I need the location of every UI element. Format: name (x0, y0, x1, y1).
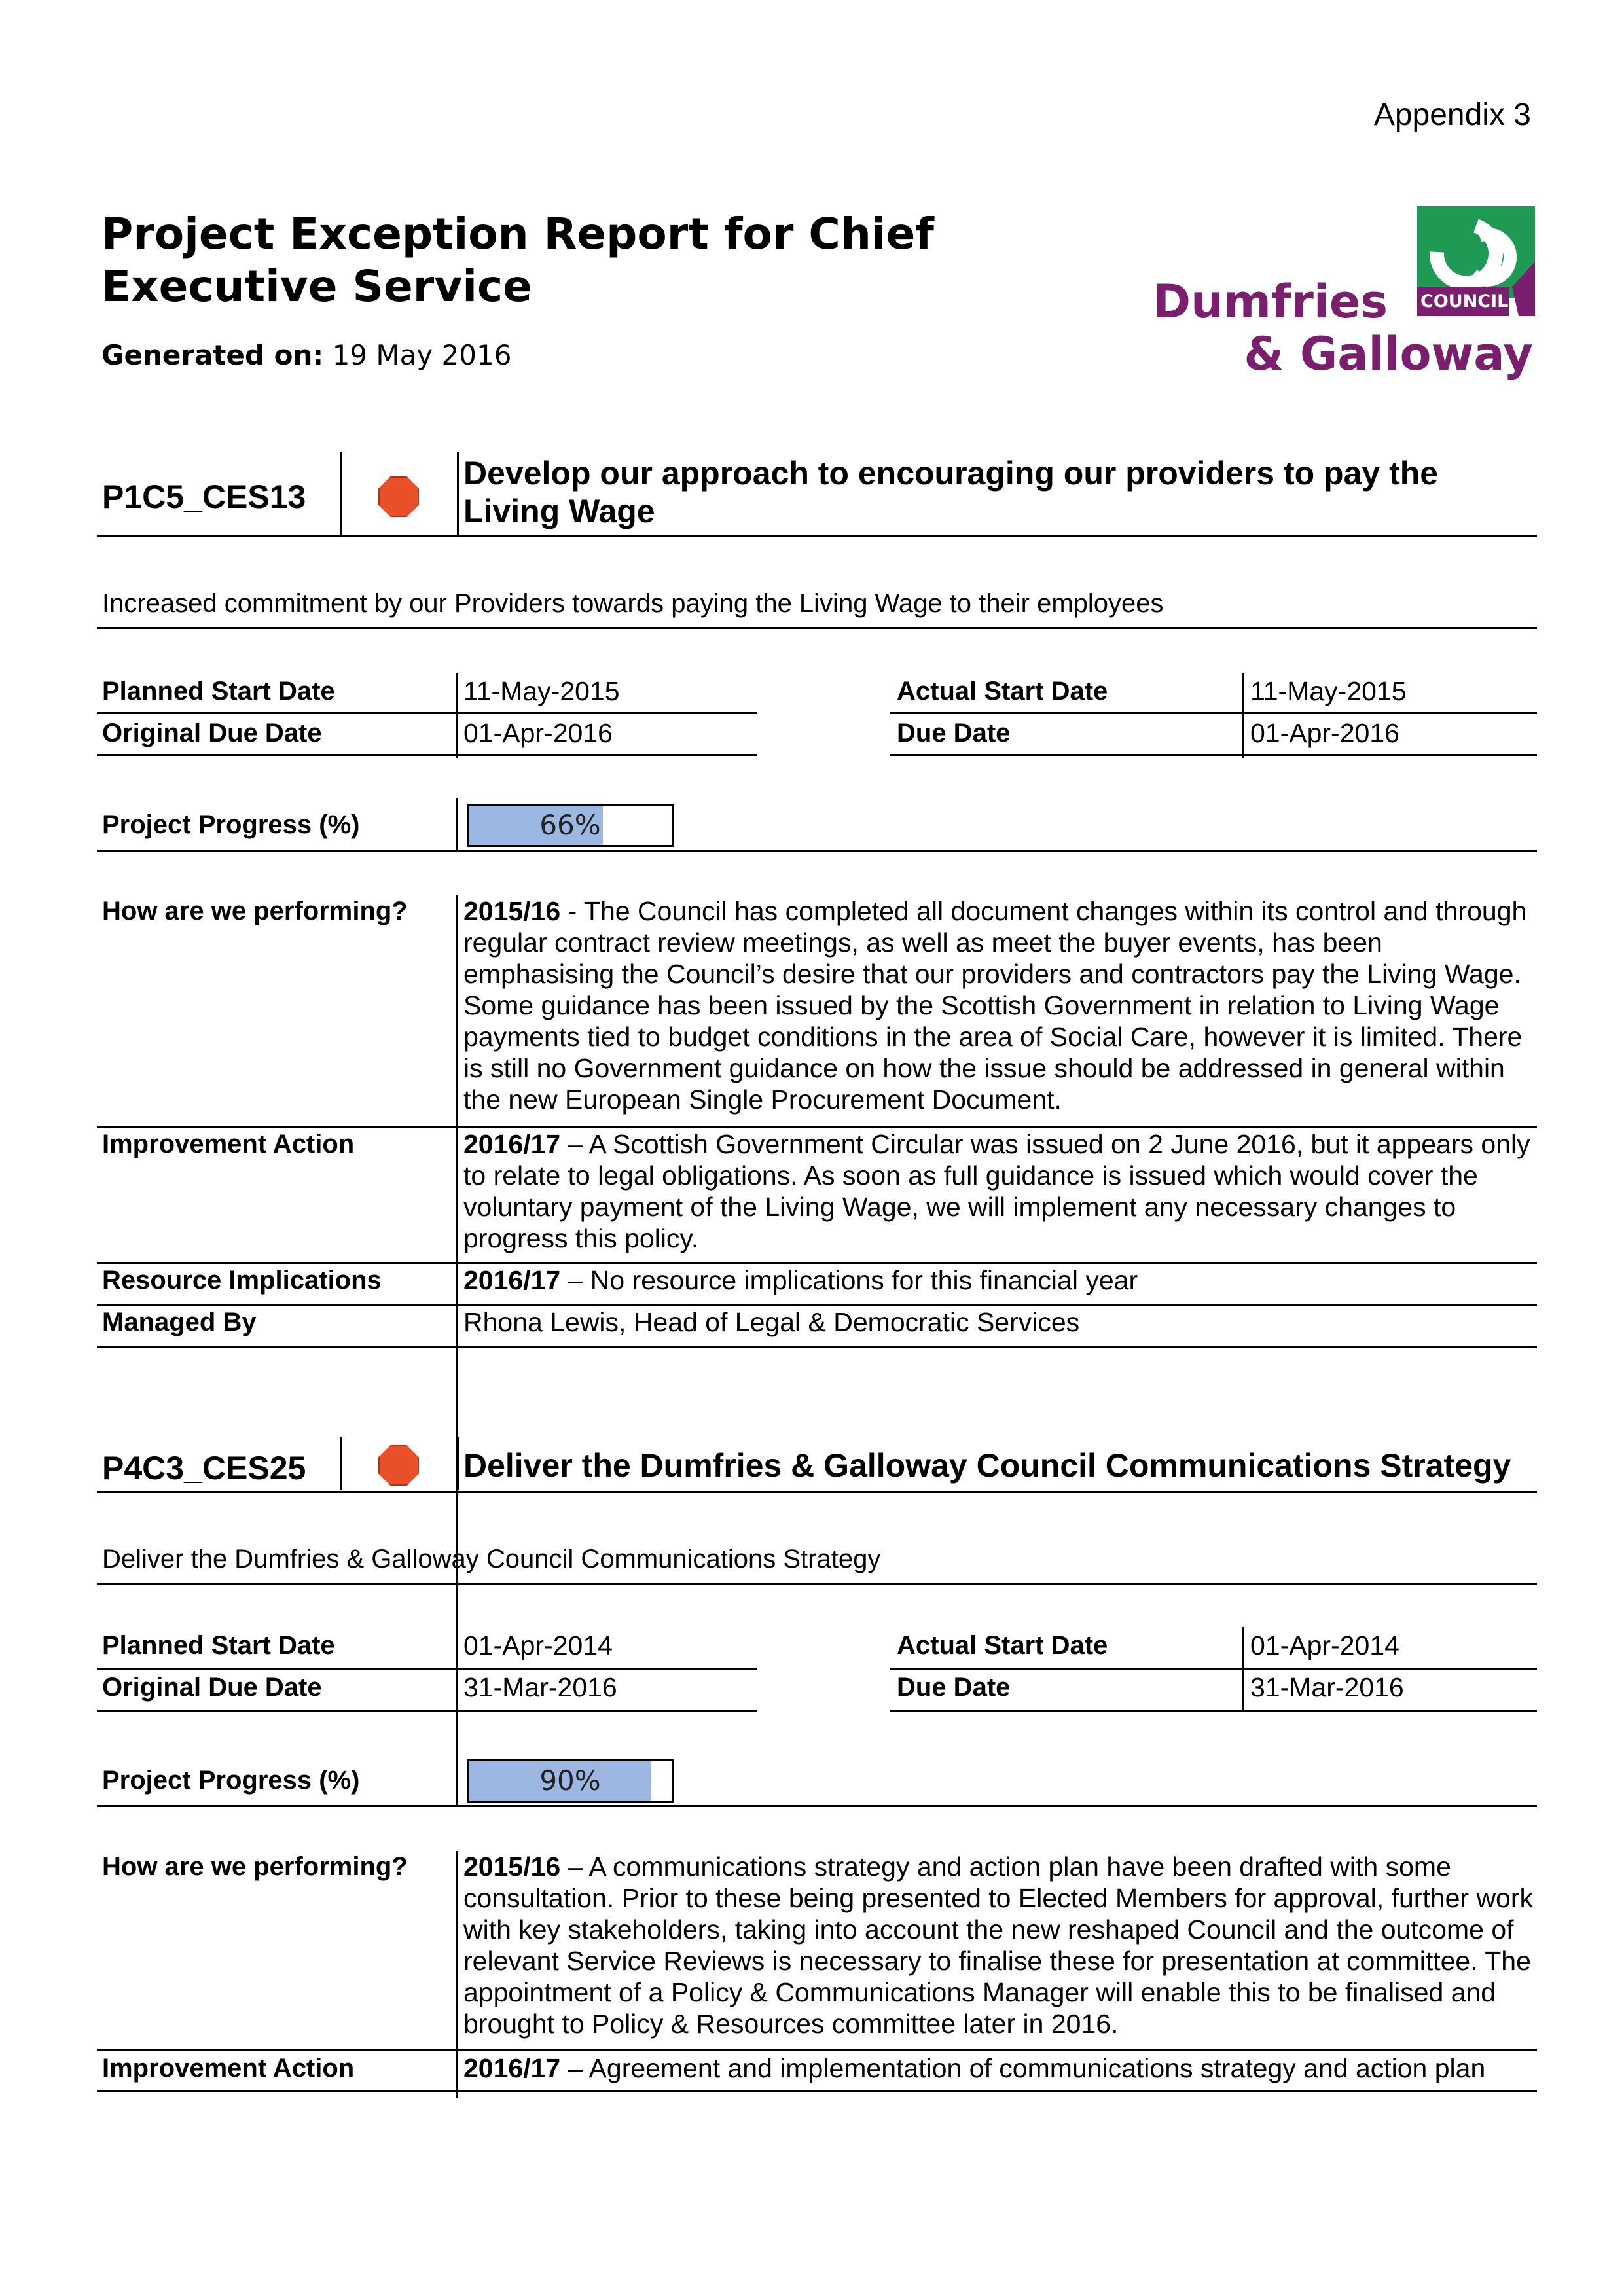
generated-label: Generated on: (101, 339, 324, 371)
resource-label: Resource Implications (102, 1266, 382, 1295)
progress-value: 66% (539, 809, 601, 841)
project-description: Increased commitment by our Providers towards paying the Living Wage to their employees (102, 589, 1164, 618)
resource-year: 2016/17 (463, 1265, 561, 1295)
performing-body: – A communications strategy and action plan have been drafted with some consultation. Prior to these being presented to Elected Members for approval, further work with key stakeholders, taking into account the new reshaped Council and the outcome of relevant Service Reviews is necessary to finalise these for presentation at committee. The appointment of a Policy & Communications Manager will enable this to be finalised and brought to Policy & Resources committee later in 2016. (463, 1852, 1534, 2039)
generated-date: 19 May 2016 (332, 339, 512, 371)
appendix-label: Appendix 3 (1373, 98, 1531, 132)
planned-start-label: Planned Start Date (102, 1631, 335, 1660)
performing-label: How are we performing? (102, 1852, 408, 1881)
managed-by: Rhona Lewis, Head of Legal & Democratic Services (463, 1307, 1080, 1337)
actual-start-value: 11-May-2015 (1250, 676, 1407, 706)
project-section-2 (97, 1437, 1537, 2092)
improvement-year: 2016/17 (463, 1129, 561, 1159)
managed-label: Managed By (102, 1308, 257, 1336)
resource-text (463, 1265, 1537, 1296)
performing-body: - The Council has completed all document changes within its control and through regular contract review meetings, as well as meet the buyer events, has been emphasising the Council’s desire that our providers and contractors pay the Living Wage. Some guidance has been issued by the Scottish Government in relation to Living Wage payments tied to budget conditions in the area of Social Care, however it is limited. There is still no Government guidance on how the issue should be addressed in general within the new European Single Procurement Document. (463, 896, 1527, 1115)
due-date-label: Due Date (897, 1673, 1011, 1702)
resource-body: – No resource implications for this financial year (560, 1265, 1138, 1295)
project-code: P1C5_CES13 (102, 478, 306, 515)
performing-year: 2015/16 (463, 1852, 561, 1882)
page-title: Project Exception Report for Chief Executive Service (101, 209, 934, 312)
original-due-label: Original Due Date (102, 719, 322, 747)
original-due-label: Original Due Date (102, 1673, 322, 1702)
improvement-label: Improvement Action (102, 1130, 355, 1158)
performing-year: 2015/16 (463, 896, 561, 926)
performing-label: How are we performing? (102, 897, 408, 925)
actual-start-label: Actual Start Date (897, 677, 1108, 706)
logo-line-2: & Galloway (1244, 327, 1533, 381)
generated-on (101, 339, 511, 371)
due-date-value: 01-Apr-2016 (1250, 718, 1399, 748)
council-logo (1153, 203, 1538, 386)
project-description: Deliver the Dumfries & Galloway Council Communications Strategy (102, 1545, 881, 1573)
progress-label: Project Progress (%) (102, 810, 360, 839)
project-code: P4C3_CES25 (102, 1450, 306, 1486)
progress-label: Project Progress (%) (102, 1766, 360, 1795)
planned-start-label: Planned Start Date (102, 677, 335, 706)
red-stop-icon (378, 476, 419, 517)
improvement-text (463, 2053, 1537, 2084)
due-date-label: Due Date (897, 719, 1011, 747)
improvement-body: – A Scottish Government Circular was issued on 2 June 2016, but it appears only to relate to legal obligations. As soon as full guidance is issued which would cover the voluntary payment of the Living Wage, we will implement any necessary changes to progress this policy. (463, 1129, 1530, 1253)
due-date-value: 31-Mar-2016 (1250, 1672, 1404, 1702)
performing-text (463, 1851, 1537, 2039)
original-due-value: 01-Apr-2016 (463, 718, 613, 748)
project-title: Deliver the Dumfries & Galloway Council Communications Strategy (463, 1447, 1511, 1484)
project-title: Develop our approach to encouraging our providers to pay the Living Wage (463, 455, 1439, 529)
red-stop-icon (378, 1445, 419, 1486)
progress-bar (467, 1759, 674, 1803)
improvement-year: 2016/17 (463, 2053, 561, 2083)
improvement-text (463, 1128, 1537, 1254)
actual-start-value: 01-Apr-2014 (1250, 1630, 1399, 1660)
performing-text (463, 895, 1537, 1115)
improvement-label: Improvement Action (102, 2054, 355, 2083)
planned-start-value: 11-May-2015 (463, 676, 620, 706)
logo-line-1: Dumfries (1153, 275, 1388, 329)
original-due-value: 31-Mar-2016 (463, 1672, 617, 1702)
council-badge-text: COUNCIL (1420, 291, 1509, 312)
progress-bar (467, 804, 674, 847)
planned-start-value: 01-Apr-2014 (463, 1630, 613, 1660)
progress-value: 90% (539, 1765, 601, 1797)
project-section-1 (97, 452, 1537, 1355)
actual-start-label: Actual Start Date (897, 1631, 1108, 1660)
improvement-body: – Agreement and implementation of communications strategy and action plan (560, 2053, 1486, 2083)
